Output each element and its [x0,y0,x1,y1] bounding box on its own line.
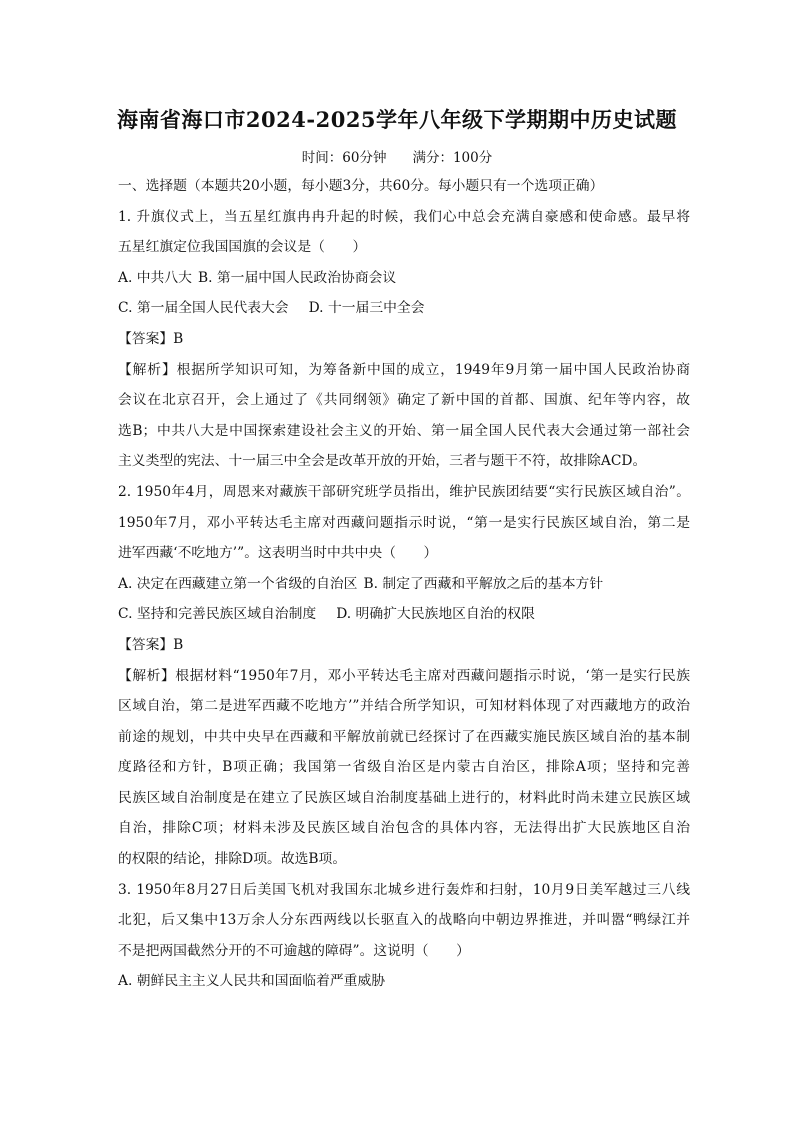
q2-analysis-line: 民族区域自治制度是在建立了民族区域自治制度基础上进行的，材料此时尚未建立民族区域 [118,789,690,806]
q2-stem-line: 2. 1950年4月，周恩来对藏族干部研究班学员指出，维护民族团结要“实行民族区域自治”。 [118,483,690,500]
q1-stem-line: 1. 升旗仪式上，当五星红旗冉冉升起的时候，我们心中总会充满自豪感和使命感。最早将 [118,208,690,225]
q3-stem-line: 北犯，后又集中13万余人分东西两线以长驱直入的战略向中朝边界推进，并叫嚣“鸭绿江并 [118,912,690,929]
q2-option-b: B. 制定了西藏和平解放之后的基本方针 [363,575,604,592]
exam-meta [0,146,794,166]
q1-option-d: D. 十一届三中全会 [308,300,425,317]
q1-options-row [118,268,690,299]
section-heading: 一、选择题（本题共20小题，每小题3分，共60分。每小题只有一个选项正确） [118,178,604,194]
exam-body [118,176,690,1002]
time-limit: 时间：60分钟 [301,150,387,166]
q1-option-a: A. 中共八大 [118,269,192,286]
q1-options-row [118,298,690,329]
q2-option-a: A. 决定在西藏建立第一个省级的自治区 [118,575,358,592]
q1-analysis-line: 会议在北京召开，会上通过了《共同纲领》确定了新中国的首都、国旗、纪年等内容，故 [118,392,690,409]
q1-analysis-line: 选B；中共八大是中国探索建设社会主义的开始、第一届全国人民代表大会通过第一部社会 [118,422,690,439]
q2-analysis-line: 区域自治，第二是进军西藏不吃地方’”并结合所学知识，可知材料体现了对西藏地方的政治 [118,698,690,715]
q2-answer: 【答案】B [118,636,184,653]
q1-stem-line: 五星红旗定位我国国旗的会议是（ ） [118,239,367,256]
q1-option-b: B. 第一届中国人民政治协商会议 [197,269,397,286]
q2-options-row [118,604,690,635]
q2-analysis-line: 的权限的结论，排除D项。故选B项。 [118,851,347,868]
q2-stem-line: 进军西藏‘不吃地方’”。这表明当时中共中央（ ） [118,545,438,562]
q1-option-c: C. 第一届全国人民代表大会 [118,300,289,317]
q2-option-d: D. 明确扩大民族地区自治的权限 [336,606,535,623]
q2-options-row [118,574,690,605]
q2-stem-line: 1950年7月，邓小平转达毛主席对西藏问题指示时说，“第一是实行民族区域自治，第二是 [118,514,690,531]
q2-analysis-line: 前途的规划，中共中央早在西藏和平解放前就已经探讨了在西藏实施民族区域自治的基本制 [118,728,690,745]
q1-answer: 【答案】B [118,330,184,347]
q2-analysis-line: 【解析】根据材料“1950年7月，邓小平转达毛主席对西藏问题指示时说，‘第一是实行民族 [118,667,690,684]
q3-option-a: A. 朝鲜民主主义人民共和国面临着严重威胁 [118,973,386,990]
q3-stem-line: 3. 1950年8月27日后美国飞机对我国东北城乡进行轰炸和扫射，10月9日美军越过三八线 [118,881,690,898]
page-title: 海南省海口市2024-2025学年八年级下学期期中历史试题 [116,107,678,132]
q2-analysis-line: 度路径和方针，B项正确；我国第一省级自治区是内蒙古自治区，排除A项；坚持和完善 [118,759,690,776]
q3-stem-line: 不是把两国截然分开的不可逾越的障碍”。这说明（ ） [118,942,470,959]
full-score: 满分：100分 [412,150,493,166]
q2-analysis-line: 自治，排除C项；材料未涉及民族区域自治包含的具体内容，无法得出扩大民族地区自治 [118,820,690,837]
q2-option-c: C. 坚持和完善民族区域自治制度 [118,606,317,623]
q1-analysis-line: 【解析】根据所学知识可知，为筹备新中国的成立，1949年9月第一届中国人民政治协商 [118,361,690,378]
q1-analysis-line: 主义类型的宪法、十一届三中全会是改革开放的开始，三者与题干不符，故排除ACD。 [118,453,647,470]
